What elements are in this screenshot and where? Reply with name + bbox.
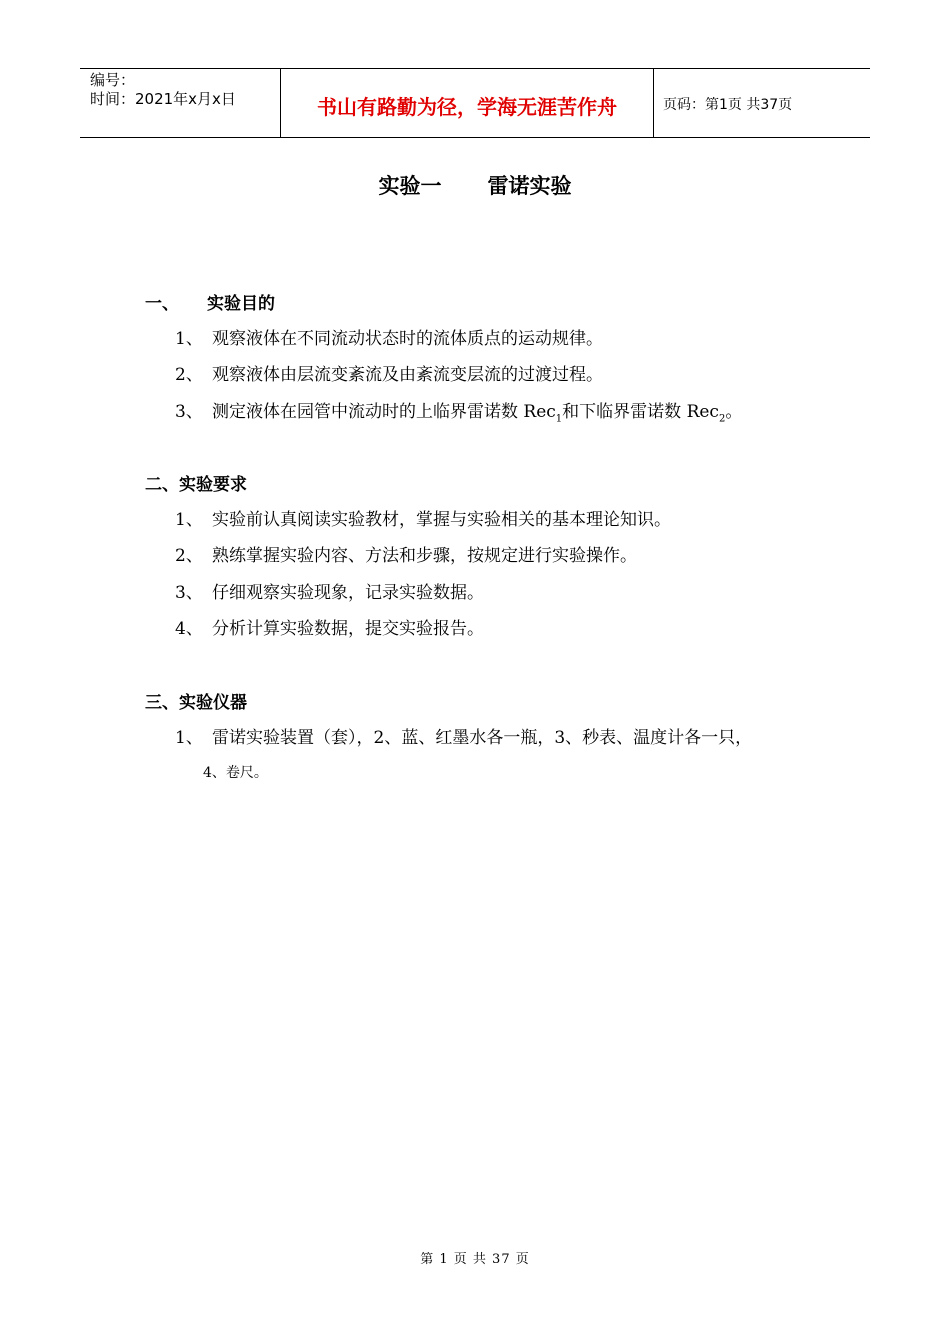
list-item-number: 3、 <box>175 402 203 422</box>
section-heading-text: 实验目的 <box>207 294 275 314</box>
list-item-number: 2、 <box>175 546 203 566</box>
list-item-number: 2、 <box>175 365 203 385</box>
document-title <box>0 170 950 200</box>
list-item-continuation: 4、卷尺。 <box>203 765 268 781</box>
list-item-text: 测定液体在园管中流动时的上临界雷诺数 Rec <box>212 402 556 422</box>
list-item <box>175 360 603 385</box>
list-item <box>175 324 603 349</box>
list-item-text: 分析计算实验数据，提交实验报告。 <box>212 619 484 639</box>
subscript-1: 1 <box>555 413 563 425</box>
section-heading-purpose <box>145 289 275 314</box>
list-item-text: 和下临界雷诺数 Rec <box>562 402 719 422</box>
list-item-text: 实验前认真阅读实验教材，掌握与实验相关的基本理论知识。 <box>212 510 671 530</box>
list-item <box>175 505 671 530</box>
list-item-number: 3、 <box>175 583 203 603</box>
header-meta-cell <box>80 69 281 137</box>
section-heading-requirements: 二、实验要求 <box>145 475 247 495</box>
list-item-number: 1、 <box>175 510 203 530</box>
list-item-text: 熟练掌握实验内容、方法和步骤，按规定进行实验操作。 <box>212 546 637 566</box>
list-item-number: 1、 <box>175 329 203 349</box>
list-item <box>175 614 484 639</box>
list-item-text: 雷诺实验装置（套），2、蓝、红墨水各一瓶，3、秒表、温度计各一只， <box>212 728 753 748</box>
list-item-text: 。 <box>725 402 743 422</box>
subscript-2: 2 <box>718 413 726 425</box>
page-footer: 第 1 页 共 37 页 <box>420 1252 530 1267</box>
list-item-number: 4、 <box>175 619 203 639</box>
serial-number-label: 编号： <box>90 71 136 89</box>
date-label: 时间：2021年x月x日 <box>90 90 236 108</box>
header-motto: 书山有路勤为径，学海无涯苦作舟 <box>281 69 654 137</box>
list-item-text: 观察液体在不同流动状态时的流体质点的运动规律。 <box>212 329 603 349</box>
list-item-text: 观察液体由层流变紊流及由紊流变层流的过渡过程。 <box>212 365 603 385</box>
title-experiment-name: 雷诺实验 <box>487 174 572 198</box>
title-experiment-number: 实验一 <box>378 174 442 198</box>
list-item <box>175 397 742 424</box>
section-heading-instruments: 三、实验仪器 <box>145 693 247 713</box>
list-item-text: 仔细观察实验现象，记录实验数据。 <box>212 583 484 603</box>
list-item <box>175 723 752 748</box>
header-table <box>80 68 870 138</box>
section-heading-number: 一、 <box>145 294 179 314</box>
list-item-number: 1、 <box>175 728 203 748</box>
list-item <box>175 541 637 566</box>
list-item <box>175 578 484 603</box>
header-page-info: 页码：第1页 共37页 <box>663 97 793 113</box>
